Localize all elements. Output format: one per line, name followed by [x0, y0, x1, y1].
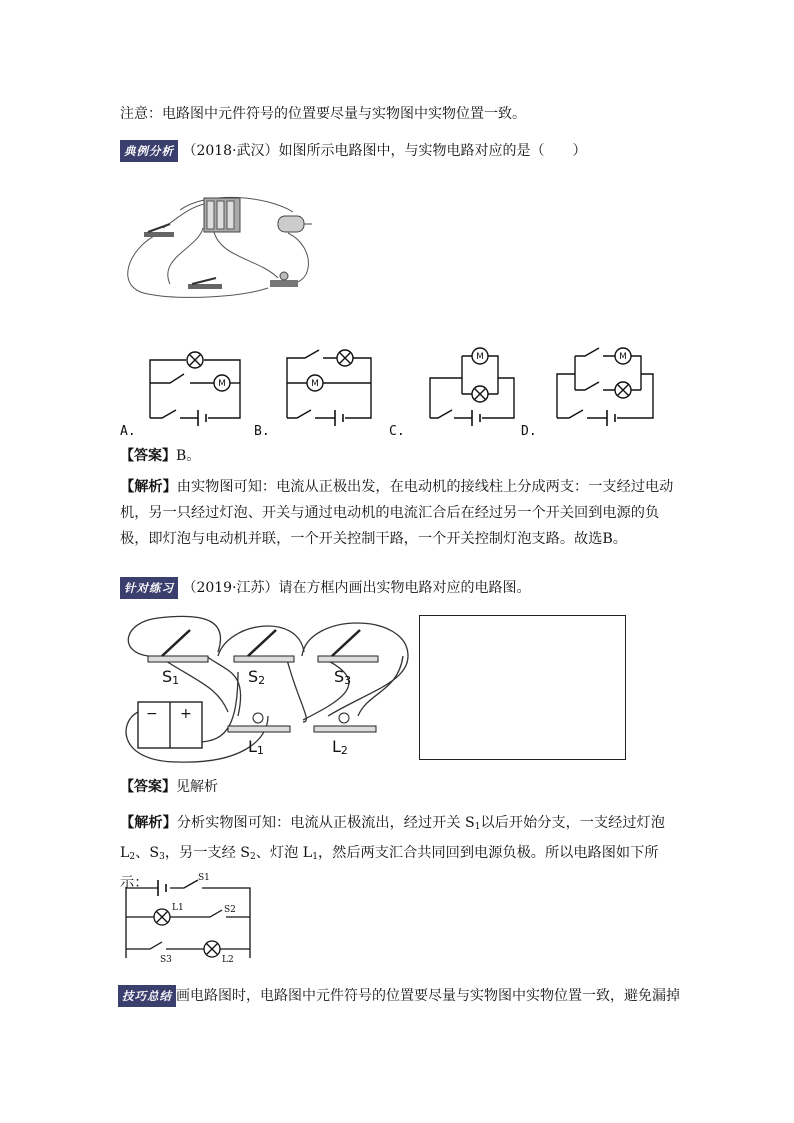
option-a-motor-label: M — [218, 379, 226, 389]
label-s1: S1 — [162, 667, 180, 687]
option-a-circuit — [150, 352, 240, 426]
motor-photo — [278, 216, 312, 232]
option-c-label: C. — [389, 424, 405, 439]
label-s3: S3 — [334, 667, 352, 687]
note-text: 注意：电路图中元件符号的位置要尽量与实物图中实物位置一致。 — [120, 106, 526, 122]
option-c-motor-label: M — [476, 352, 484, 362]
tips-line — [118, 985, 680, 1007]
practice-question-line — [120, 577, 531, 599]
practice-physical-circuit-figure — [118, 612, 414, 764]
option-b-circuit — [287, 350, 371, 426]
practice-question: （2019·江苏）请在方框内画出实物电路对应的电路图。 — [182, 580, 531, 596]
example-tag: 典例分析 — [120, 140, 178, 162]
diagram-label-s3: S3 — [160, 955, 172, 965]
example-question: （2018·武汉）如图所示电路图中，与实物电路对应的是（ ） — [182, 143, 587, 159]
answer-drawing-box[interactable] — [419, 615, 626, 760]
tips-tag: 技巧总结 — [118, 985, 176, 1007]
practice-answer: 【答案】见解析 — [120, 779, 218, 795]
example-physical-circuit-figure — [118, 188, 338, 303]
battery-pack — [204, 198, 240, 232]
option-d-label: D. — [521, 424, 537, 439]
label-minus: − — [146, 706, 158, 722]
practice-switches — [148, 630, 378, 662]
label-l2: L2 — [332, 737, 348, 757]
tips-text: 画电路图时，电路图中元件符号的位置要尽量与实物图中实物位置一致，避免漏掉 — [176, 988, 680, 1004]
switch-photo-bottom — [188, 278, 222, 289]
option-a-label: A. — [120, 424, 136, 439]
practice-tag: 针对练习 — [120, 577, 178, 599]
practice-answer-circuit — [120, 870, 260, 965]
option-d-circuit — [557, 348, 653, 426]
practice-analysis: 【解析】分析实物图可知：电流从正极流出，经过开关 $S_1$以后开始分支，一支经过灯泡 $L_2$、$S_3$，另一支经 $S_2$、灯泡 $L_1$，然后两支汇合共同回到电源负极。所以电路图如下所示： — [120, 815, 665, 891]
diagram-label-s1: S1 — [198, 873, 210, 883]
option-c-circuit — [430, 348, 514, 426]
example-question-line — [120, 140, 587, 162]
switch-photo-left — [144, 224, 174, 237]
option-circuits — [140, 338, 680, 428]
option-b-motor-label: M — [311, 379, 319, 389]
example-analysis: 【解析】由实物图可知：电流从正极出发，在电动机的接线柱上分成两支：一支经过电动机，另一只经过灯泡、开关与通过电动机的电流汇合后在经过另一个开关回到电源的负极，即灯泡与电动机并联，一个开关控制干路，一个开关控制灯泡支路。故选B。 — [120, 479, 674, 547]
label-s2: S2 — [248, 667, 266, 687]
diagram-label-s2: S2 — [224, 905, 236, 915]
diagram-label-l1: L1 — [172, 903, 184, 913]
example-answer: 【答案】B。 — [120, 448, 201, 464]
label-l1: L1 — [248, 737, 264, 757]
diagram-label-l2: L2 — [222, 955, 234, 965]
option-b-label: B. — [254, 424, 270, 439]
label-plus: + — [180, 706, 192, 722]
practice-lamps — [228, 713, 376, 732]
option-d-motor-label: M — [619, 352, 627, 362]
